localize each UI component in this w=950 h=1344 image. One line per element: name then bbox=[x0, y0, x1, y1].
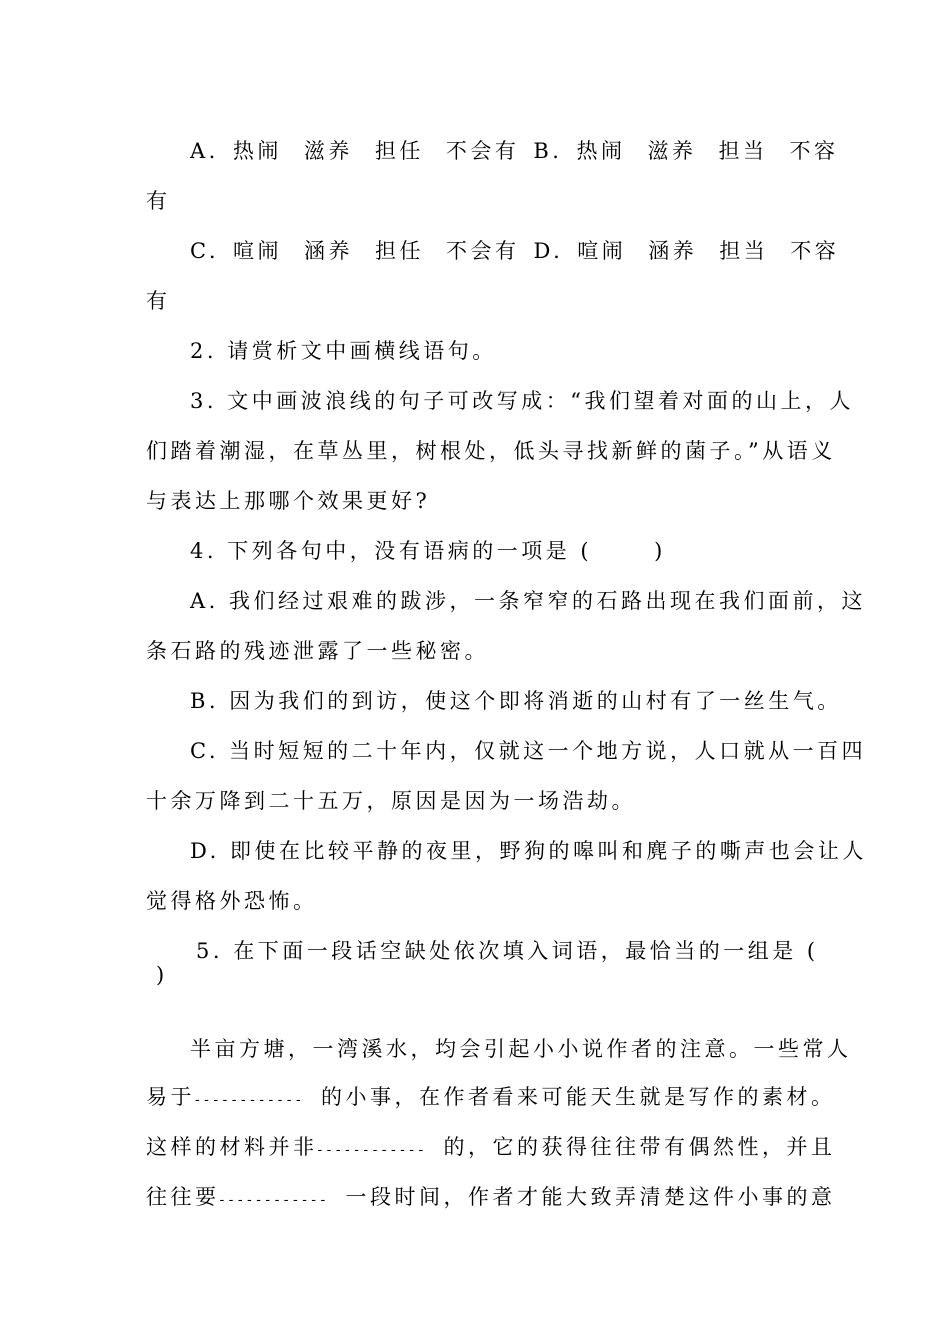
option-d-word2: 涵养 bbox=[648, 239, 698, 263]
option-a-word2: 滋养 bbox=[303, 139, 353, 163]
question-3-line2: 们踏着潮湿，在草丛里，树根处，低头寻找新鲜的菌子。”从语义 bbox=[146, 439, 836, 463]
question-2: 2. 请赏析文中画横线语句。 bbox=[190, 339, 497, 363]
question-4-stem-text: 4. 下列各句中，没有语病的一项是 ( bbox=[190, 539, 593, 563]
option-d-word3: 担当 bbox=[719, 239, 769, 263]
question-5-stem-line2: ) bbox=[156, 963, 168, 987]
option-a-word3: 担任 bbox=[374, 139, 424, 163]
question-4-option-c-line2: 十余万降到二十五万，原因是因为一场浩劫。 bbox=[146, 789, 636, 813]
q1-options-a-b bbox=[190, 137, 839, 165]
option-a-word4: 不会有 bbox=[445, 139, 520, 163]
option-d-label: D. bbox=[533, 239, 564, 263]
option-b-word4: 不容 bbox=[789, 139, 839, 163]
fill-blank-1[interactable] bbox=[195, 1083, 321, 1114]
paragraph-text: 往往要 bbox=[146, 1185, 220, 1209]
option-b-word1: 热闹 bbox=[576, 139, 626, 163]
option-a-word1: 热闹 bbox=[232, 139, 282, 163]
question-5-paragraph-line4 bbox=[146, 1183, 836, 1214]
fill-blank-2[interactable] bbox=[318, 1133, 444, 1164]
question-4-option-b: B. 因为我们的到访，使这个即将消逝的山村有了一丝生气。 bbox=[190, 689, 842, 713]
q1-option-b-wrap bbox=[146, 187, 810, 215]
question-5-paragraph-line3 bbox=[146, 1133, 836, 1164]
option-c-word1: 喧闹 bbox=[233, 239, 282, 263]
question-4-option-c-line1: C. 当时短短的二十年内，仅就这一个地方说，人口就从一百四 bbox=[190, 739, 867, 763]
paragraph-text: 的，它的获得往往带有偶然性，并且 bbox=[443, 1135, 836, 1159]
paragraph-text: 的小事，在作者看来可能天生就是写作的素材。 bbox=[321, 1085, 836, 1109]
q1-options-c-d bbox=[190, 237, 840, 265]
option-c-label: C. bbox=[190, 239, 219, 263]
option-a-label: A. bbox=[190, 139, 219, 163]
question-4-option-d-line1: D. 即使在比较平静的夜里，野狗的嗥叫和麂子的嘶声也会让人 bbox=[190, 839, 867, 863]
option-d-word4: 不容 bbox=[790, 239, 840, 263]
option-b-label: B. bbox=[533, 139, 563, 163]
paragraph-text: 一段时间，作者才能大致弄清楚这件小事的意 bbox=[345, 1185, 836, 1209]
option-d-word4-cont: 有 bbox=[146, 289, 171, 313]
question-4-option-a-line2: 条石路的残迹泄露了一些秘密。 bbox=[146, 639, 489, 663]
paragraph-text: 易于 bbox=[146, 1085, 195, 1109]
question-4-option-a-line1: A. 我们经过艰难的跋涉，一条窄窄的石路出现在我们面前，这 bbox=[190, 589, 867, 613]
q1-option-d-wrap bbox=[146, 287, 810, 315]
question-4-stem bbox=[190, 537, 810, 565]
question-5-stem-line1: 5. 在下面一段话空缺处依次填入词语，最恰当的一组是 ( bbox=[196, 939, 819, 963]
question-3-line1: 3. 文中画波浪线的句子可改写成：“我们望着对面的山上，人 bbox=[190, 389, 854, 413]
question-4-paren-close: ) bbox=[654, 539, 666, 563]
option-d-word1: 喧闹 bbox=[577, 239, 627, 263]
option-b-word2: 滋养 bbox=[647, 139, 697, 163]
option-b-word4-cont: 有 bbox=[146, 189, 171, 213]
paragraph-text: 这样的材料并非 bbox=[146, 1135, 318, 1159]
question-4-option-d-line2: 觉得格外恐怖。 bbox=[146, 889, 318, 913]
option-c-word2: 涵养 bbox=[304, 239, 353, 263]
fill-blank-3[interactable] bbox=[220, 1183, 346, 1214]
option-c-word4: 不会有 bbox=[446, 239, 520, 263]
option-b-word3: 担当 bbox=[718, 139, 768, 163]
question-3-line3: 与表达上那哪个效果更好? bbox=[146, 489, 431, 513]
question-5-paragraph-line1: 半亩方塘，一湾溪水，均会引起小小说作者的注意。一些常人 bbox=[190, 1037, 852, 1061]
option-c-word3: 担任 bbox=[375, 239, 424, 263]
question-5-paragraph-line2 bbox=[146, 1083, 836, 1114]
